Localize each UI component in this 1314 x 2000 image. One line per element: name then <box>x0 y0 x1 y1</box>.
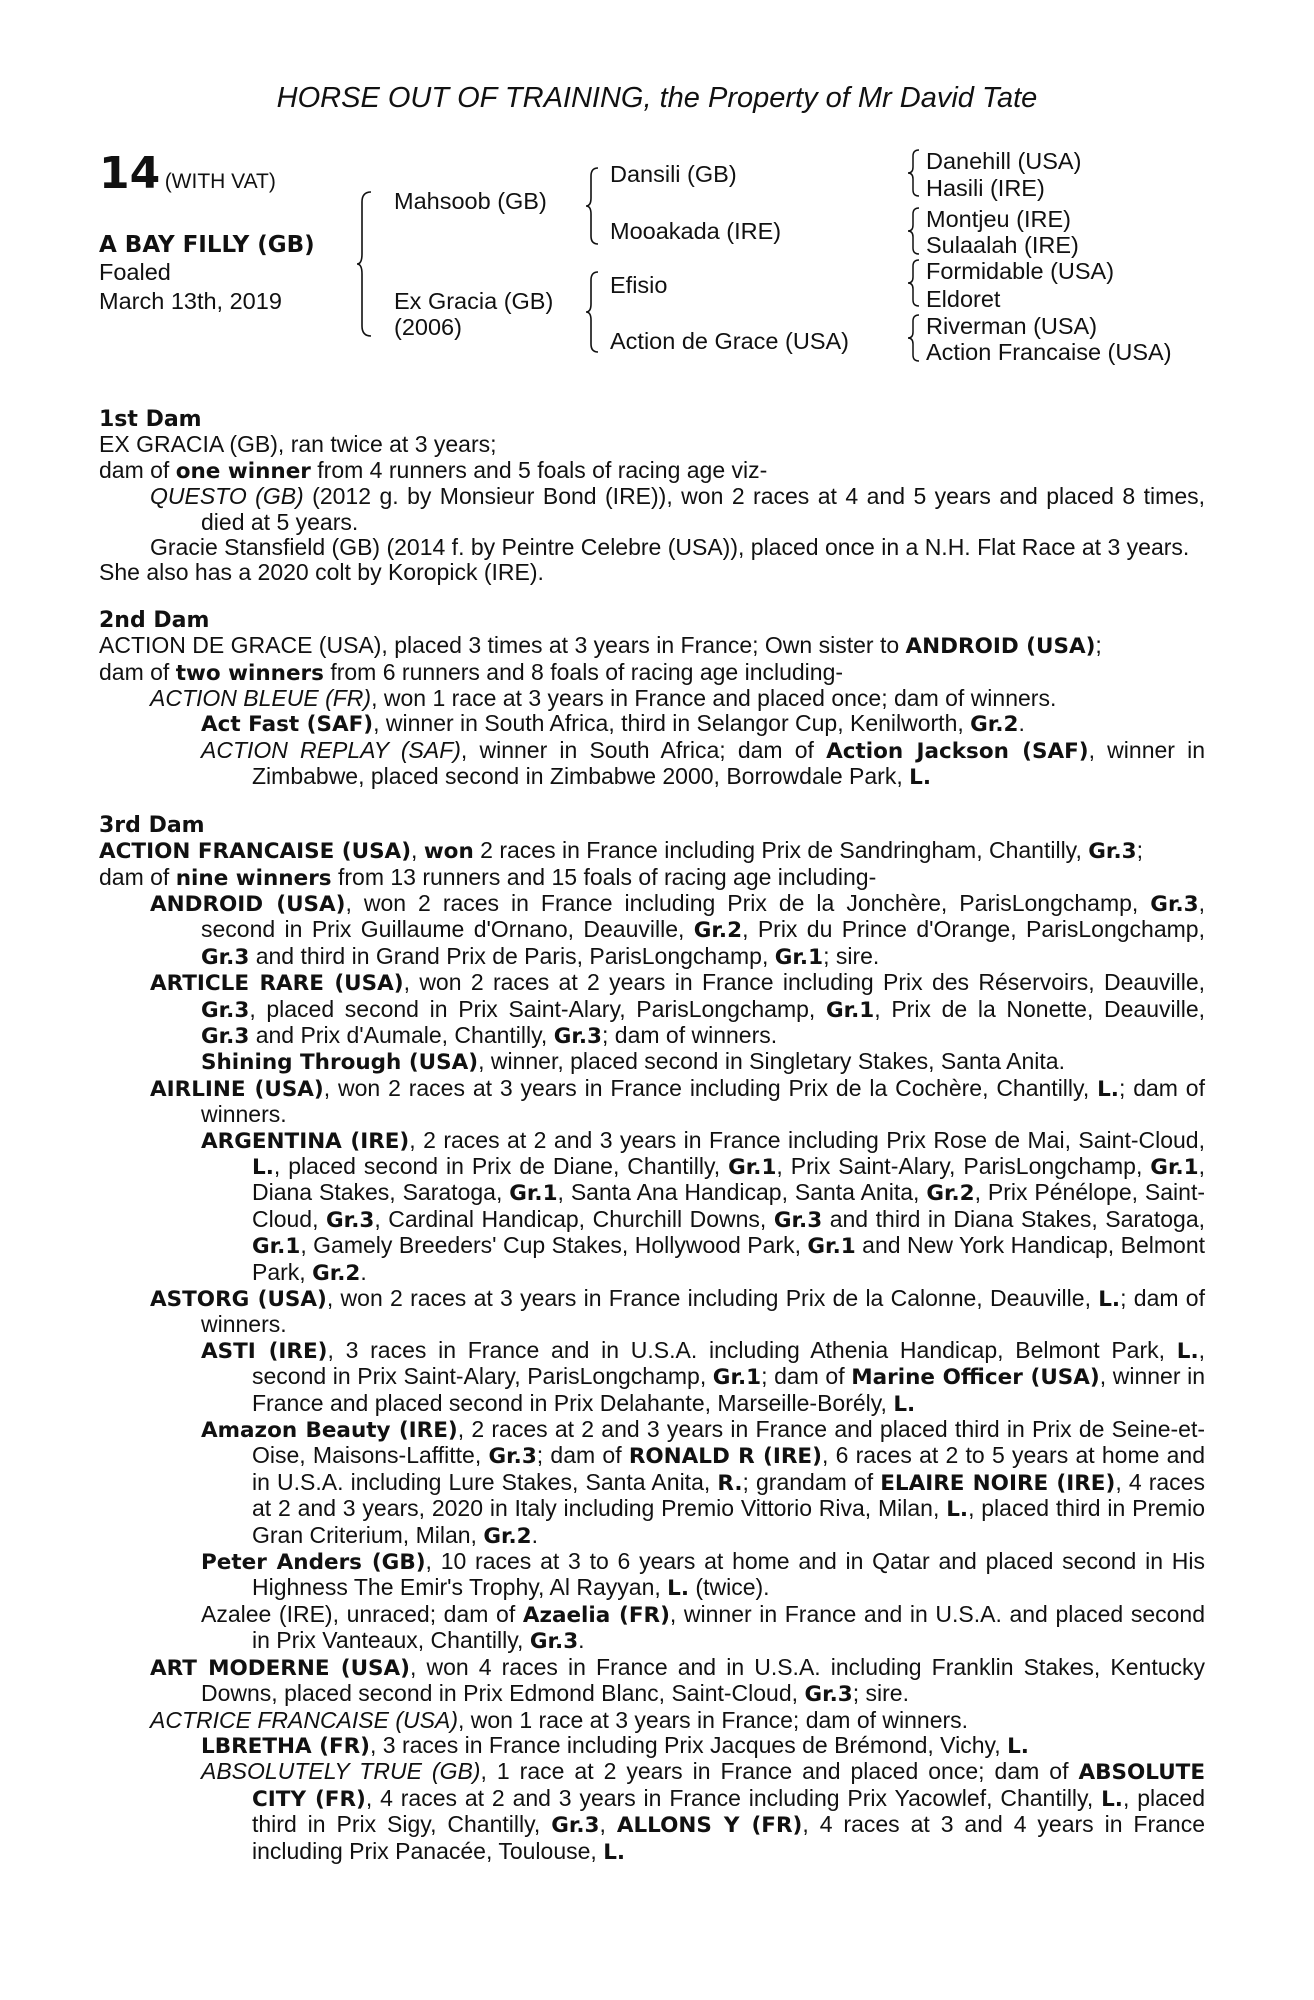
bold-text: L. <box>252 1154 274 1180</box>
bold-text: ANDROID (USA) <box>150 891 346 917</box>
entry-text: , second in Prix Guillaume d'Ornano, Deauville, <box>201 889 1205 943</box>
entry-text: , won 2 races at 3 years in France including Prix de la Cochère, Chantilly, <box>323 1074 1098 1101</box>
entry-text: , placed third in Premio Gran Criterium, Milan, <box>252 1495 1205 1548</box>
bold-text: Gr.2 <box>483 1523 532 1549</box>
entry-text: from 6 runners and 8 foals of racing age including- <box>323 658 844 685</box>
catalogue-body <box>99 407 1205 1865</box>
entry-text: dam of <box>99 456 176 483</box>
entry-text: , 4 races at 3 and 4 years in France including Prix Panacée, Toulouse, <box>252 1811 1206 1864</box>
pedigree-entry <box>99 838 1205 864</box>
pedigree-entry <box>99 1655 1205 1708</box>
pedigree-entry <box>99 686 1205 711</box>
entry-text: . <box>531 1521 539 1548</box>
bold-text: Gr.3 <box>529 1629 579 1655</box>
foaled-date: March 13th, 2019 <box>99 288 282 314</box>
entry-text: , 2 races at 2 and 3 years in France including Prix Rose de Mai, Saint-Cloud, <box>409 1126 1205 1153</box>
section-title: 3rd Dam <box>99 812 205 838</box>
bold-text: L. <box>909 765 931 791</box>
pedigree-entry <box>99 1602 1205 1655</box>
pedigree-brace-gg3 <box>906 258 922 308</box>
bold-text: ASTORG (USA) <box>150 1287 327 1312</box>
pedigree-entry <box>99 458 1205 484</box>
pedigree-brace-sire <box>584 166 602 246</box>
bold-text: ART MODERNE (USA) <box>150 1655 410 1681</box>
italic-text: ACTION BLEUE (FR) <box>150 685 372 712</box>
pedigree-gg-2: Hasili (IRE) <box>926 175 1045 201</box>
bold-text: Gr.1 <box>509 1181 558 1207</box>
bold-text: Gr.2 <box>693 918 743 944</box>
pedigree-entry <box>99 1076 1205 1128</box>
entry-text: , Santa Ana Handicap, Santa Anita, <box>557 1179 927 1206</box>
pedigree-dam: Ex Gracia (GB) <box>394 288 554 314</box>
bold-text: Gr.1 <box>807 1234 856 1260</box>
bold-text: Gr.3 <box>201 997 250 1023</box>
pedigree-entry <box>99 1286 1205 1338</box>
pedigree-entry <box>99 1049 1205 1075</box>
entry-text: , won 1 race at 3 years in France; dam of winners. <box>457 1706 969 1733</box>
pedigree-brace-gg2 <box>906 206 922 256</box>
bold-text: Gr.3 <box>488 1444 537 1470</box>
italic-text: ACTION REPLAY (SAF) <box>201 736 461 763</box>
bold-text: ARTICLE RARE (USA) <box>150 971 404 997</box>
entry-text: . <box>1018 710 1025 737</box>
bold-text: LBRETHA (FR) <box>201 1733 371 1759</box>
pedigree-gg-4: Sulaalah (IRE) <box>926 232 1079 258</box>
entry-text: Azalee (IRE), unraced; dam of <box>201 1600 523 1627</box>
entry-text: , 2 races at 2 and 3 years in France and placed third in Prix de Seine-et-Oise, Maisons-Laffitte, <box>252 1416 1205 1469</box>
lot-number-block <box>99 148 276 199</box>
pedigree-gg-8: Action Francaise (USA) <box>926 339 1172 365</box>
bold-text: ANDROID (USA) <box>905 634 1096 660</box>
bold-text: Gr.2 <box>970 712 1019 738</box>
entry-text: . <box>360 1258 367 1285</box>
pedigree-brace-gg4 <box>906 313 922 363</box>
lot-number: 14 <box>99 148 161 199</box>
bold-text: L. <box>1097 1076 1119 1102</box>
entry-text: ; sire. <box>852 1680 909 1707</box>
pedigree-brace-main <box>355 190 375 338</box>
bold-text: Gr.3 <box>804 1682 853 1708</box>
bold-text: nine winners <box>175 865 332 891</box>
pedigree-entry <box>99 1708 1205 1733</box>
entry-text: , second in Prix Saint-Alary, ParisLongchamp, <box>252 1336 1206 1390</box>
entry-text: , Gamely Breeders' Cup Stakes, Hollywood Park, <box>300 1232 808 1259</box>
pedigree-brace-gg1 <box>906 148 922 198</box>
entry-text: , 10 races at 3 to 6 years at home and in Qatar and placed second in His Highness The Emir's Trophy, Al Rayyan, <box>252 1548 1205 1601</box>
entry-text: ACTION DE GRACE (USA), placed 3 times at 3 years in France; Own sister to <box>99 632 906 659</box>
bold-text: L. <box>893 1391 916 1417</box>
bold-text: Gr.3 <box>773 1207 823 1233</box>
bold-text: RONALD R (IRE) <box>628 1444 822 1470</box>
bold-text: Gr.3 <box>551 1813 600 1839</box>
pedigree-brace-dam <box>584 270 602 354</box>
pedigree-entry <box>99 711 1205 737</box>
pedigree-entry <box>99 738 1205 791</box>
bold-text: Gr.1 <box>1150 1154 1199 1180</box>
bold-text: Gr.3 <box>201 944 250 970</box>
entry-text: , won 2 races at 2 years in France including Prix des Réservoirs, Deauville, <box>403 969 1206 996</box>
entry-text: , placed second in Prix Saint-Alary, ParisLongchamp, <box>249 995 826 1022</box>
bold-text: Gr.1 <box>728 1154 777 1180</box>
entry-text: , 4 races at 2 and 3 years in France including Prix Yacowlef, Chantilly, <box>365 1784 1102 1811</box>
bold-text: AIRLINE (USA) <box>150 1076 324 1102</box>
bold-text: Gr.3 <box>201 1023 250 1049</box>
italic-text: ACTRICE FRANCAISE (USA) <box>150 1706 458 1733</box>
bold-text: ABSOLUTE CITY (FR) <box>252 1760 1206 1812</box>
entry-text: , Prix du Prince d'Orange, ParisLongchamp, <box>742 916 1205 943</box>
entry-text: (2012 g. by Monsieur Bond (IRE)), won 2 races at 4 and 5 years and placed 8 times, died at 5 years. <box>201 483 1205 535</box>
bold-text: Gr.3 <box>326 1207 375 1233</box>
bold-text: Gr.2 <box>926 1181 975 1207</box>
pedigree-sire-dam: Mooakada (IRE) <box>610 218 782 244</box>
bold-text: L. <box>1007 1733 1029 1759</box>
entry-text: ; grandam of <box>742 1468 881 1495</box>
entry-text: , 6 races at 2 to 5 years at home and in U.S.A. including Lure Stakes, Santa Anita, <box>252 1442 1206 1495</box>
pedigree-entry <box>99 970 1205 1049</box>
entry-text: , winner, placed second in Singletary Stakes, Santa Anita. <box>478 1048 1065 1075</box>
bold-text: won <box>423 839 474 865</box>
bold-text: L. <box>603 1839 626 1865</box>
pedigree-entry <box>99 633 1205 659</box>
bold-text: Action Jackson (SAF) <box>826 738 1089 764</box>
pedigree-dam-year: (2006) <box>394 314 462 340</box>
entry-text: , winner in France and placed second in Prix Delahante, Marseille-Borély, <box>252 1363 1205 1416</box>
entry-text: (twice). <box>689 1574 770 1601</box>
entry-text: , <box>599 1811 617 1838</box>
entry-text: , won 2 races at 3 years in France including Prix de la Calonne, Deauville, <box>326 1285 1099 1311</box>
bold-text: Act Fast (SAF) <box>201 712 374 738</box>
entry-text: and New York Handicap, Belmont Park, <box>252 1232 1205 1285</box>
bold-text: Gr.3 <box>553 1023 603 1049</box>
bold-text: Gr.2 <box>312 1260 361 1286</box>
bold-text: Gr.3 <box>1150 891 1199 917</box>
entry-text: , Prix Pénélope, Saint-Cloud, <box>252 1179 1205 1232</box>
horse-name: A BAY FILLY (GB) <box>99 232 315 258</box>
pedigree-gg-5: Formidable (USA) <box>926 258 1115 284</box>
entry-text: , Diana Stakes, Saratoga, <box>252 1152 1205 1206</box>
bold-text: Amazon Beauty (IRE) <box>201 1418 458 1444</box>
entry-text: , won 1 race at 3 years in France and placed once; dam of winners. <box>371 685 1057 712</box>
pedigree-dam-dam: Action de Grace (USA) <box>610 328 850 354</box>
entry-text: from 4 runners and 5 foals of racing age viz- <box>310 456 768 483</box>
entry-text: , winner in South Africa; dam of <box>460 736 827 763</box>
entry-text: ; dam of <box>761 1363 852 1390</box>
foaled-label: Foaled <box>99 259 171 285</box>
pedigree-entry <box>99 1733 1205 1759</box>
entry-text: ; sire. <box>823 942 880 969</box>
entry-text: , Prix Saint-Alary, ParisLongchamp, <box>776 1152 1151 1179</box>
entry-text: , won 2 races in France including Prix de la Jonchère, ParisLongchamp, <box>345 889 1151 916</box>
bold-text: two winners <box>175 660 324 686</box>
bold-text: L. <box>946 1497 969 1523</box>
entry-text: , won 4 races in France and in U.S.A. including Franklin Stakes, Kentucky Downs, placed second in Prix Edmond Blanc, Saint-Cloud, <box>201 1653 1206 1707</box>
bold-text: Azaelia (FR) <box>522 1602 670 1628</box>
section-title: 2nd Dam <box>99 607 210 633</box>
entry-text: dam of <box>99 658 176 685</box>
bold-text: L. <box>1176 1338 1199 1364</box>
entry-text: , 3 races in France including Prix Jacques de Brémond, Vichy, <box>370 1731 1008 1758</box>
bold-text: Gr.1 <box>774 944 824 970</box>
pedigree-dam-sire: Efisio <box>610 272 668 298</box>
bold-text: ELAIRE NOIRE (IRE) <box>880 1470 1116 1496</box>
pedigree-entry <box>99 865 1205 891</box>
entry-text: ; dam of winners. <box>602 1021 778 1048</box>
entry-text: Gracie Stansfield (GB) (2014 f. by Peintre Celebre (USA)), placed once in a N.H. Flat Race at 3 years. <box>150 534 1190 561</box>
pedigree-entry <box>99 660 1205 686</box>
entry-text: , winner in South Africa, third in Selangor Cup, Kenilworth, <box>373 710 971 737</box>
entry-text: , placed third in Prix Sigy, Chantilly, <box>252 1784 1205 1838</box>
page-header: HORSE OUT OF TRAINING, the Property of Mr David Tate <box>276 82 1038 114</box>
bold-text: R. <box>717 1470 743 1496</box>
pedigree-entry <box>99 1417 1205 1549</box>
bold-text: Gr.1 <box>825 997 875 1023</box>
pedigree-gg-3: Montjeu (IRE) <box>926 206 1071 232</box>
bold-text: Peter Anders (GB) <box>201 1550 426 1576</box>
bold-text: ALLONS Y (FR) <box>616 1813 803 1839</box>
entry-text: ; <box>1136 837 1143 864</box>
bold-text: L. <box>667 1576 690 1602</box>
pedigree-entry <box>99 535 1205 560</box>
entry-text: and third in Grand Prix de Paris, ParisLongchamp, <box>249 942 775 969</box>
entry-text: , placed second in Prix de Diane, Chantilly, <box>273 1152 729 1179</box>
pedigree-sire-sire: Dansili (GB) <box>610 161 737 187</box>
bold-text: ACTION FRANCAISE (USA) <box>99 839 412 865</box>
bold-text: one winner <box>175 458 311 484</box>
entry-text: , <box>411 837 424 864</box>
entry-text: , 4 races at 2 and 3 years, 2020 in Italy including Premio Vittorio Riva, Milan, <box>252 1468 1205 1522</box>
entry-text: and third in Diana Stakes, Saratoga, <box>822 1205 1205 1232</box>
italic-text: ABSOLUTELY TRUE (GB) <box>201 1758 481 1785</box>
italic-text: QUESTO (GB) <box>150 483 304 510</box>
entry-text: ; <box>1095 632 1102 659</box>
pedigree-gg-7: Riverman (USA) <box>926 313 1098 339</box>
entry-text: , 3 races in France and in U.S.A. including Athenia Handicap, Belmont Park, <box>327 1336 1177 1363</box>
bold-text: Gr.1 <box>712 1365 762 1391</box>
bold-text: Shining Through (USA) <box>201 1050 479 1076</box>
pedigree-gg-1: Danehill (USA) <box>926 148 1082 174</box>
pedigree-gg-6: Eldoret <box>926 286 1001 312</box>
entry-text: EX GRACIA (GB), ran twice at 3 years; <box>99 431 497 458</box>
bold-text: ARGENTINA (IRE) <box>201 1128 410 1154</box>
bold-text: Gr.1 <box>252 1234 301 1260</box>
bold-text: Gr.3 <box>1088 839 1137 865</box>
entry-text: 2 races in France including Prix de Sandringham, Chantilly, <box>473 837 1089 864</box>
pedigree-entry <box>99 1338 1205 1417</box>
entry-text: ; dam of <box>536 1442 629 1469</box>
vat-note: (WITH VAT) <box>164 170 276 193</box>
entry-text: , Prix de la Nonette, Deauville, <box>874 995 1205 1022</box>
entry-text: , Cardinal Handicap, Churchill Downs, <box>374 1205 774 1232</box>
entry-text: , winner in France and in U.S.A. and placed second in Prix Vanteaux, Chantilly, <box>252 1600 1205 1654</box>
entry-text: She also has a 2020 colt by Koropick (IRE). <box>99 559 544 586</box>
entry-text: from 13 runners and 15 foals of racing age including- <box>331 863 877 890</box>
pedigree-entry <box>99 1759 1205 1865</box>
pedigree-entry <box>99 432 1205 457</box>
pedigree-entry <box>99 560 1205 585</box>
bold-text: Marine Officer (USA) <box>851 1365 1100 1391</box>
entry-text: ; dam of winners. <box>201 1074 1205 1128</box>
entry-text: . <box>578 1627 585 1654</box>
section-title: 1st Dam <box>99 407 202 432</box>
pedigree-entry <box>99 891 1205 970</box>
entry-text: and Prix d'Aumale, Chantilly, <box>249 1021 554 1048</box>
pedigree-entry <box>99 1128 1205 1286</box>
pedigree-entry <box>99 1549 1205 1602</box>
entry-text: , winner in Zimbabwe, placed second in Zimbabwe 2000, Borrowdale Park, <box>252 736 1206 790</box>
bold-text: ASTI (IRE) <box>201 1338 328 1364</box>
entry-text: ; dam of winners. <box>201 1285 1205 1338</box>
pedigree-entry <box>99 484 1205 535</box>
entry-text: , 1 race at 2 years in France and placed once; dam of <box>480 1758 1079 1785</box>
pedigree-sire: Mahsoob (GB) <box>394 188 547 214</box>
entry-text: dam of <box>99 863 176 890</box>
bold-text: L. <box>1101 1786 1123 1812</box>
bold-text: L. <box>1098 1287 1121 1312</box>
